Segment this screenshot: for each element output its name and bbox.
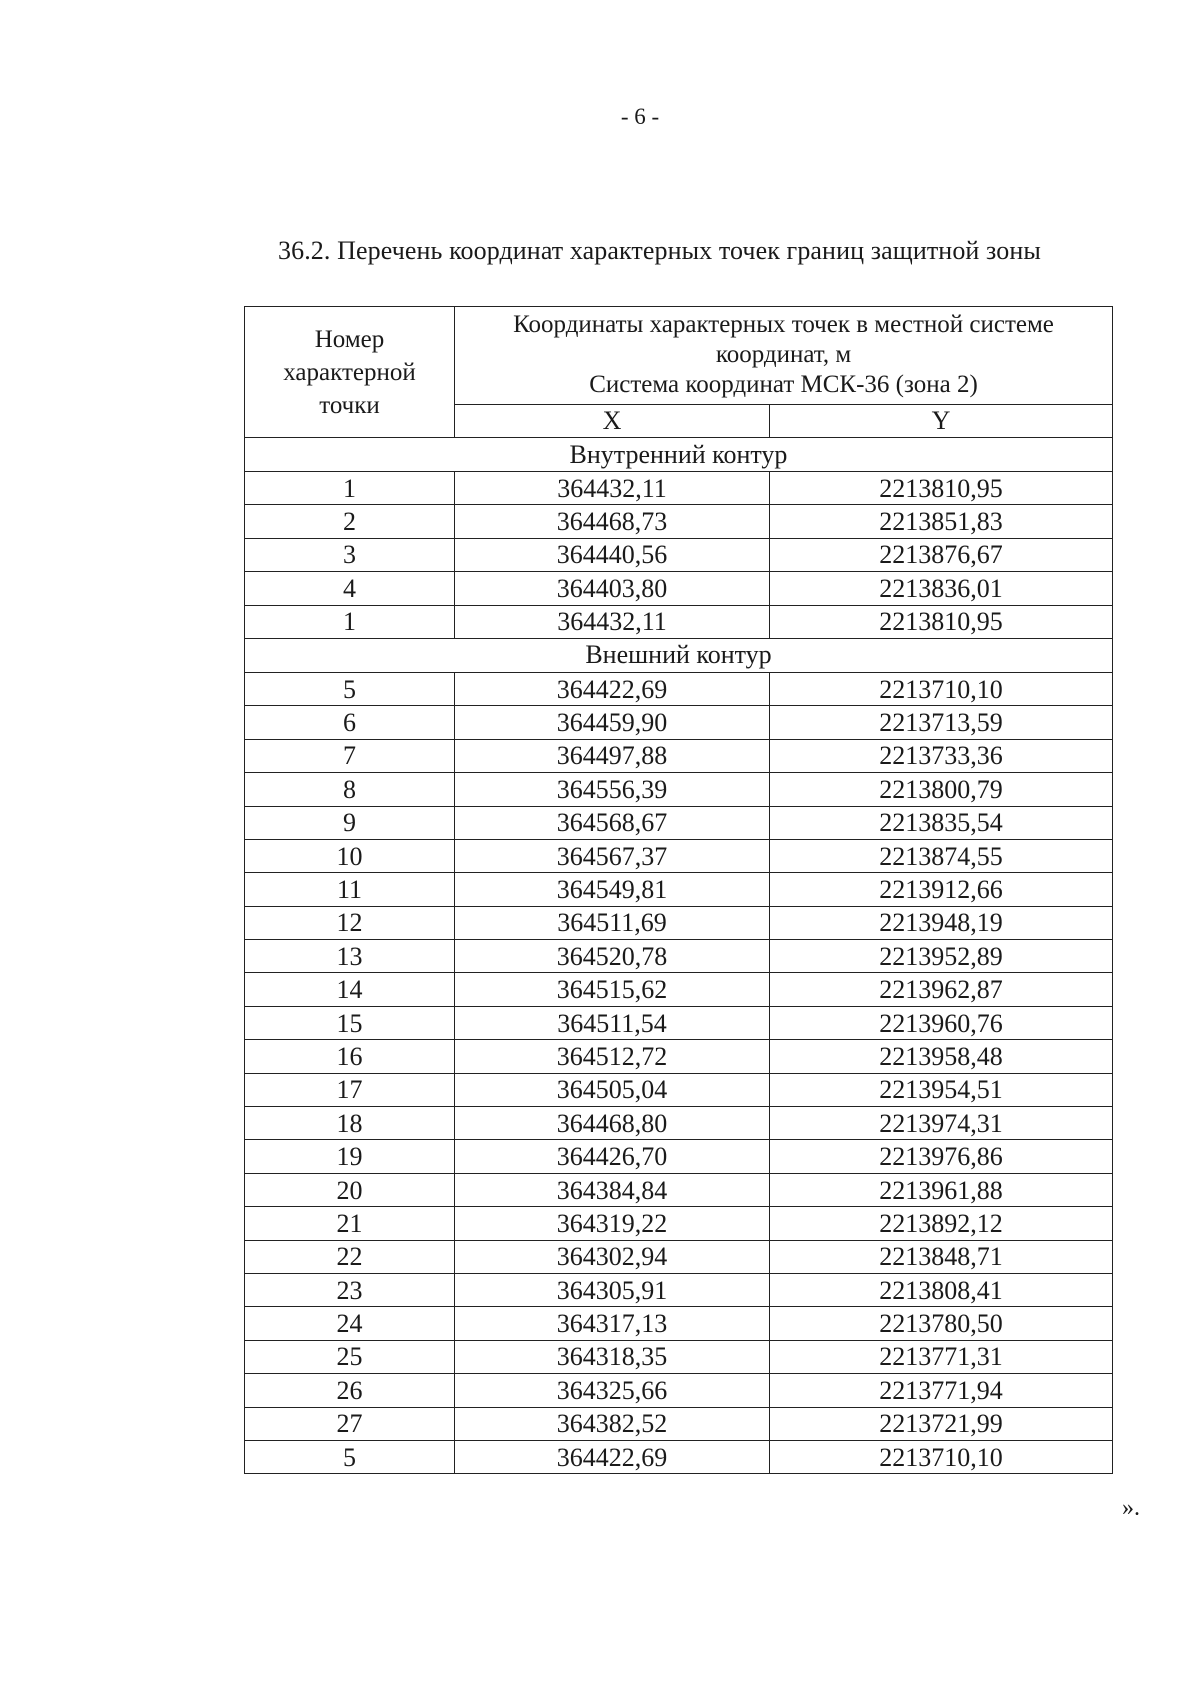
y-coordinate-cell: 2213960,76 [770, 1006, 1113, 1039]
x-coordinate-cell: 364384,84 [455, 1173, 770, 1206]
x-coordinate-cell: 364317,13 [455, 1307, 770, 1340]
x-coordinate-cell: 364567,37 [455, 839, 770, 872]
point-number-cell: 25 [245, 1340, 455, 1373]
point-number-cell: 5 [245, 672, 455, 705]
table-row [245, 1307, 1113, 1340]
point-number-cell: 9 [245, 806, 455, 839]
table-row [245, 706, 1113, 739]
table-row [245, 773, 1113, 806]
coordinates-header [455, 307, 1113, 405]
x-coordinate-cell: 364549,81 [455, 873, 770, 906]
coordinates-header-line: Координаты характерных точек в местной системе [513, 311, 1054, 339]
table-row [245, 1173, 1113, 1206]
point-number-cell: 11 [245, 873, 455, 906]
x-coordinate-cell: 364319,22 [455, 1207, 770, 1240]
y-coordinate-cell: 2213810,95 [770, 605, 1113, 638]
coordinates-table [244, 306, 1113, 1474]
y-coordinate-cell: 2213808,41 [770, 1273, 1113, 1306]
table-row [245, 1073, 1113, 1106]
y-coordinate-cell: 2213974,31 [770, 1107, 1113, 1140]
point-number-cell: 5 [245, 1440, 455, 1473]
y-coordinate-cell: 2213780,50 [770, 1307, 1113, 1340]
x-coordinate-cell: 364511,69 [455, 906, 770, 939]
y-coordinate-cell: 2213976,86 [770, 1140, 1113, 1173]
table-row [245, 1340, 1113, 1373]
x-coordinate-cell: 364302,94 [455, 1240, 770, 1273]
x-coordinate-cell: 364556,39 [455, 773, 770, 806]
table-row [245, 1407, 1113, 1440]
y-coordinate-cell: 2213733,36 [770, 739, 1113, 772]
table-row [245, 1040, 1113, 1073]
point-number-header-line: Номер [314, 325, 385, 353]
x-coordinate-cell: 364403,80 [455, 572, 770, 605]
y-column-header: Y [770, 404, 1113, 437]
table-row [245, 1207, 1113, 1240]
point-number-cell: 16 [245, 1040, 455, 1073]
table-row [245, 839, 1113, 872]
y-coordinate-cell: 2213835,54 [770, 806, 1113, 839]
y-coordinate-cell: 2213958,48 [770, 1040, 1113, 1073]
y-coordinate-cell: 2213912,66 [770, 873, 1113, 906]
table-row [245, 1440, 1113, 1473]
x-coordinate-cell: 364468,73 [455, 505, 770, 538]
point-number-cell: 23 [245, 1273, 455, 1306]
y-coordinate-cell: 2213952,89 [770, 940, 1113, 973]
point-number-cell: 27 [245, 1407, 455, 1440]
x-coordinate-cell: 364305,91 [455, 1273, 770, 1306]
table-row [245, 505, 1113, 538]
point-number-header [245, 307, 455, 438]
table-row [245, 572, 1113, 605]
y-coordinate-cell: 2213876,67 [770, 538, 1113, 571]
y-coordinate-cell: 2213771,31 [770, 1340, 1113, 1373]
y-coordinate-cell: 2213962,87 [770, 973, 1113, 1006]
x-coordinate-cell: 364432,11 [455, 472, 770, 505]
y-coordinate-cell: 2213771,94 [770, 1374, 1113, 1407]
x-coordinate-cell: 364520,78 [455, 940, 770, 973]
table-row [245, 1107, 1113, 1140]
y-coordinate-cell: 2213892,12 [770, 1207, 1113, 1240]
section-title-row [245, 438, 1113, 472]
y-coordinate-cell: 2213836,01 [770, 572, 1113, 605]
x-coordinate-cell: 364497,88 [455, 739, 770, 772]
x-coordinate-cell: 364426,70 [455, 1140, 770, 1173]
x-coordinate-cell: 364512,72 [455, 1040, 770, 1073]
point-number-cell: 4 [245, 572, 455, 605]
table-row [245, 1240, 1113, 1273]
y-coordinate-cell: 2213800,79 [770, 773, 1113, 806]
point-number-cell: 1 [245, 472, 455, 505]
table-row [245, 940, 1113, 973]
y-coordinate-cell: 2213713,59 [770, 706, 1113, 739]
y-coordinate-cell: 2213948,19 [770, 906, 1113, 939]
section-title: Внутренний контур [245, 438, 1113, 472]
point-number-cell: 24 [245, 1307, 455, 1340]
point-number-cell: 8 [245, 773, 455, 806]
point-number-cell: 21 [245, 1207, 455, 1240]
table-row [245, 906, 1113, 939]
y-coordinate-cell: 2213710,10 [770, 672, 1113, 705]
table-row [245, 973, 1113, 1006]
table-row [245, 1140, 1113, 1173]
point-number-cell: 3 [245, 538, 455, 571]
section-title: Внешний контур [245, 638, 1113, 672]
table-row [245, 538, 1113, 571]
point-number-cell: 18 [245, 1107, 455, 1140]
y-coordinate-cell: 2213851,83 [770, 505, 1113, 538]
point-number-cell: 22 [245, 1240, 455, 1273]
section-title-row [245, 638, 1113, 672]
closing-quote: ». [1122, 1495, 1140, 1521]
page-number: - 6 - [620, 104, 660, 129]
point-number-cell: 14 [245, 973, 455, 1006]
x-coordinate-cell: 364515,62 [455, 973, 770, 1006]
table-row [245, 1273, 1113, 1306]
table-row [245, 1006, 1113, 1039]
point-number-cell: 10 [245, 839, 455, 872]
point-number-cell: 6 [245, 706, 455, 739]
table-row [245, 472, 1113, 505]
table-header [245, 307, 1113, 438]
x-coordinate-cell: 364422,69 [455, 672, 770, 705]
point-number-header-line: характерной [283, 358, 416, 386]
coordinates-header-line: координат, м [715, 341, 852, 369]
point-number-cell: 7 [245, 739, 455, 772]
point-number-cell: 2 [245, 505, 455, 538]
x-coordinate-cell: 364432,11 [455, 605, 770, 638]
point-number-cell: 1 [245, 605, 455, 638]
table-row [245, 739, 1113, 772]
x-coordinate-cell: 364505,04 [455, 1073, 770, 1106]
point-number-cell: 17 [245, 1073, 455, 1106]
coordinates-header-line: Система координат МСК-36 (зона 2) [589, 371, 978, 399]
point-number-cell: 12 [245, 906, 455, 939]
table-row [245, 672, 1113, 705]
x-coordinate-cell: 364511,54 [455, 1006, 770, 1039]
y-coordinate-cell: 2213721,99 [770, 1407, 1113, 1440]
y-coordinate-cell: 2213810,95 [770, 472, 1113, 505]
y-coordinate-cell: 2213874,55 [770, 839, 1113, 872]
section-heading: 36.2. Перечень координат характерных точек границ защитной зоны [278, 236, 1041, 265]
x-coordinate-cell: 364318,35 [455, 1340, 770, 1373]
x-coordinate-cell: 364422,69 [455, 1440, 770, 1473]
point-number-cell: 15 [245, 1006, 455, 1039]
table-row [245, 1374, 1113, 1407]
point-number-header-line: точки [319, 391, 380, 419]
x-coordinate-cell: 364325,66 [455, 1374, 770, 1407]
table-body [245, 438, 1113, 1474]
table-row [245, 806, 1113, 839]
table-row [245, 605, 1113, 638]
y-coordinate-cell: 2213961,88 [770, 1173, 1113, 1206]
point-number-cell: 19 [245, 1140, 455, 1173]
x-coordinate-cell: 364468,80 [455, 1107, 770, 1140]
y-coordinate-cell: 2213954,51 [770, 1073, 1113, 1106]
x-column-header: X [455, 404, 770, 437]
x-coordinate-cell: 364459,90 [455, 706, 770, 739]
point-number-cell: 13 [245, 940, 455, 973]
table-row [245, 873, 1113, 906]
point-number-cell: 20 [245, 1173, 455, 1206]
y-coordinate-cell: 2213848,71 [770, 1240, 1113, 1273]
x-coordinate-cell: 364440,56 [455, 538, 770, 571]
point-number-cell: 26 [245, 1374, 455, 1407]
x-coordinate-cell: 364382,52 [455, 1407, 770, 1440]
x-coordinate-cell: 364568,67 [455, 806, 770, 839]
y-coordinate-cell: 2213710,10 [770, 1440, 1113, 1473]
